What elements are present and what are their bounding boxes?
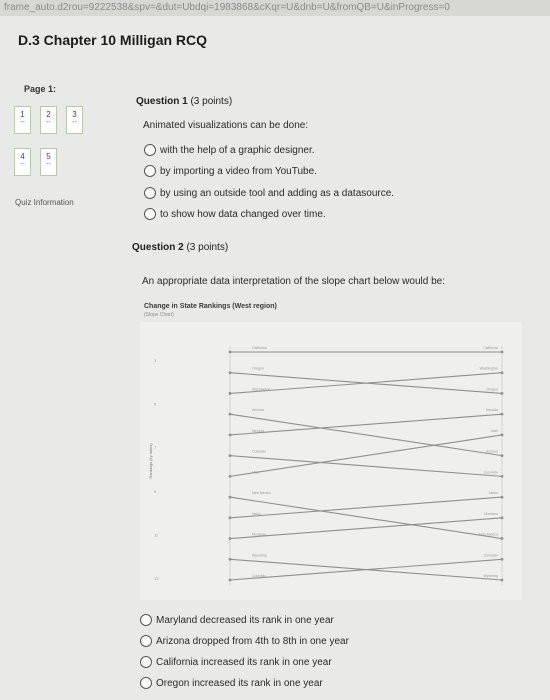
- slope-point-start: [229, 351, 232, 354]
- series-label-right: New Mexico: [478, 532, 498, 537]
- chart-subtitle: (Slope Chart): [144, 312, 174, 318]
- slope-line-6: [230, 435, 502, 476]
- slope-line-5: [230, 456, 502, 477]
- question-1-option-4[interactable]: [144, 208, 326, 220]
- option-label: to show how data changed over time.: [160, 208, 326, 220]
- series-label-right: Utah: [490, 428, 498, 433]
- question-2-prompt: An appropriate data interpretation of the slope chart below would be:: [142, 276, 445, 287]
- series-label-left: Idaho: [252, 511, 261, 516]
- question-nav-number: 1: [20, 110, 25, 119]
- series-label-right: Colorado: [483, 553, 498, 558]
- slope-point-end: [501, 558, 504, 561]
- radio-button[interactable]: [144, 144, 156, 156]
- series-label-left: New Mexico: [252, 491, 272, 496]
- series-label-left: Montana: [252, 532, 266, 537]
- question-nav-1[interactable]: [14, 106, 31, 134]
- question-2-option-3[interactable]: [140, 656, 332, 668]
- question-nav-number: 4: [20, 152, 25, 161]
- series-label-left: Utah: [252, 470, 260, 475]
- slope-point-end: [501, 537, 504, 540]
- radio-button[interactable]: [140, 677, 152, 689]
- radio-button[interactable]: [144, 165, 156, 177]
- question-nav-status: --: [20, 119, 25, 126]
- slope-line-7: [230, 497, 502, 538]
- question-nav-5[interactable]: [40, 148, 57, 176]
- radio-button[interactable]: [140, 614, 152, 626]
- question-nav-status: --: [46, 119, 51, 126]
- series-label-right: Colorado: [483, 470, 498, 475]
- question-2-points: (3 points): [186, 242, 229, 253]
- series-label-right: Arizona: [486, 449, 498, 454]
- series-label-left: California: [252, 346, 267, 350]
- option-label: by importing a video from YouTube.: [160, 165, 317, 177]
- browser-url-bar: [0, 0, 550, 16]
- radio-button[interactable]: [140, 635, 152, 647]
- radio-button[interactable]: [144, 208, 156, 220]
- question-2-heading: [132, 242, 228, 253]
- series-label-left: Colorado: [252, 449, 267, 454]
- series-label-left: Colorado: [252, 574, 267, 578]
- question-nav-2[interactable]: [40, 106, 57, 134]
- radio-button[interactable]: [144, 187, 156, 199]
- question-nav-number: 2: [46, 110, 51, 119]
- y-tick-label: 9: [154, 488, 157, 494]
- slope-chart: [140, 322, 522, 600]
- y-tick-label: 7: [154, 445, 157, 451]
- series-label-right: Montana: [484, 511, 498, 516]
- slope-point-end: [501, 371, 504, 374]
- question-nav-status: --: [72, 119, 77, 126]
- question-2-option-1[interactable]: [140, 614, 334, 626]
- url-text: frame_auto.d2rou=9222538&spv=&dut=Ubdqi=1983868&cKqr=U&dnb=U&fromQB=U&inProgress=0: [4, 2, 450, 13]
- series-label-left: Wyoming: [252, 553, 267, 558]
- slope-point-start: [229, 475, 232, 478]
- series-label-left: Oregon: [252, 366, 264, 371]
- question-1-title: Question 1: [136, 96, 188, 107]
- series-label-left: Nevada: [252, 428, 265, 433]
- chart-title: Change in State Rankings (West region): [144, 303, 277, 310]
- page-title: D.3 Chapter 10 Milligan RCQ: [18, 32, 208, 48]
- quiz-information-link[interactable]: Quiz Information: [15, 198, 74, 207]
- slope-point-start: [229, 558, 232, 561]
- y-tick-label: 13: [154, 576, 159, 581]
- question-nav-4[interactable]: [14, 148, 31, 176]
- slope-point-start: [229, 496, 232, 499]
- slope-point-start: [229, 537, 232, 540]
- slope-point-end: [501, 496, 504, 499]
- question-2-option-4[interactable]: [140, 677, 323, 689]
- question-2-option-2[interactable]: [140, 635, 349, 647]
- slope-point-end: [501, 475, 504, 478]
- option-label: Arizona dropped from 4th to 8th in one year: [156, 635, 349, 647]
- question-nav-number: 5: [46, 152, 51, 161]
- question-1-option-3[interactable]: [144, 187, 394, 199]
- series-label-right: Idaho: [489, 491, 498, 496]
- y-axis-label: Rankings (by sales): [148, 443, 153, 479]
- slope-point-end: [501, 413, 504, 416]
- question-1-points: (3 points): [190, 96, 233, 107]
- question-nav-status: --: [46, 161, 51, 168]
- slope-point-end: [501, 579, 504, 582]
- series-label-left: Washington: [252, 387, 271, 392]
- slope-point-end: [501, 434, 504, 437]
- slope-line-3: [230, 414, 502, 455]
- page-label: Page 1:: [24, 84, 57, 94]
- y-tick-label: 5: [154, 401, 157, 407]
- series-label-right: Washington: [479, 366, 498, 371]
- question-nav-status: --: [20, 161, 25, 168]
- question-1-option-1[interactable]: [144, 144, 315, 156]
- option-label: with the help of a graphic designer.: [160, 144, 315, 156]
- option-label: Oregon increased its rank in one year: [156, 677, 323, 689]
- slope-chart-svg: [140, 322, 522, 600]
- question-1-heading: [136, 96, 232, 107]
- slope-point-end: [501, 351, 504, 354]
- slope-line-8: [230, 497, 502, 518]
- slope-line-9: [230, 518, 502, 539]
- series-label-right: Wyoming: [483, 574, 498, 578]
- slope-line-4: [230, 414, 502, 435]
- slope-point-start: [229, 371, 232, 374]
- y-tick-label: 11: [154, 532, 159, 538]
- slope-point-start: [229, 579, 232, 582]
- option-label: California increased its rank in one year: [156, 656, 332, 668]
- question-nav-number: 3: [72, 110, 77, 119]
- slope-point-end: [501, 454, 504, 457]
- series-label-right: Oregon: [486, 387, 498, 392]
- series-label-right: California: [483, 346, 498, 350]
- slope-point-end: [501, 392, 504, 395]
- series-label-right: Nevada: [485, 408, 498, 413]
- question-1-option-2[interactable]: [144, 165, 317, 177]
- question-1-prompt: Animated visualizations can be done:: [143, 120, 309, 131]
- option-label: by using an outside tool and adding as a datasource.: [160, 187, 395, 199]
- slope-point-end: [501, 516, 504, 519]
- question-2-title: Question 2: [132, 242, 184, 253]
- slope-point-start: [229, 434, 232, 437]
- radio-button[interactable]: [140, 656, 152, 668]
- slope-point-start: [229, 413, 232, 416]
- question-nav-3[interactable]: [66, 106, 83, 134]
- slope-point-start: [229, 392, 232, 395]
- option-label: Maryland decreased its rank in one year: [156, 614, 334, 626]
- slope-point-start: [229, 454, 232, 457]
- series-label-left: Arizona: [252, 408, 264, 413]
- y-tick-label: 3: [154, 358, 157, 363]
- slope-point-start: [229, 516, 232, 519]
